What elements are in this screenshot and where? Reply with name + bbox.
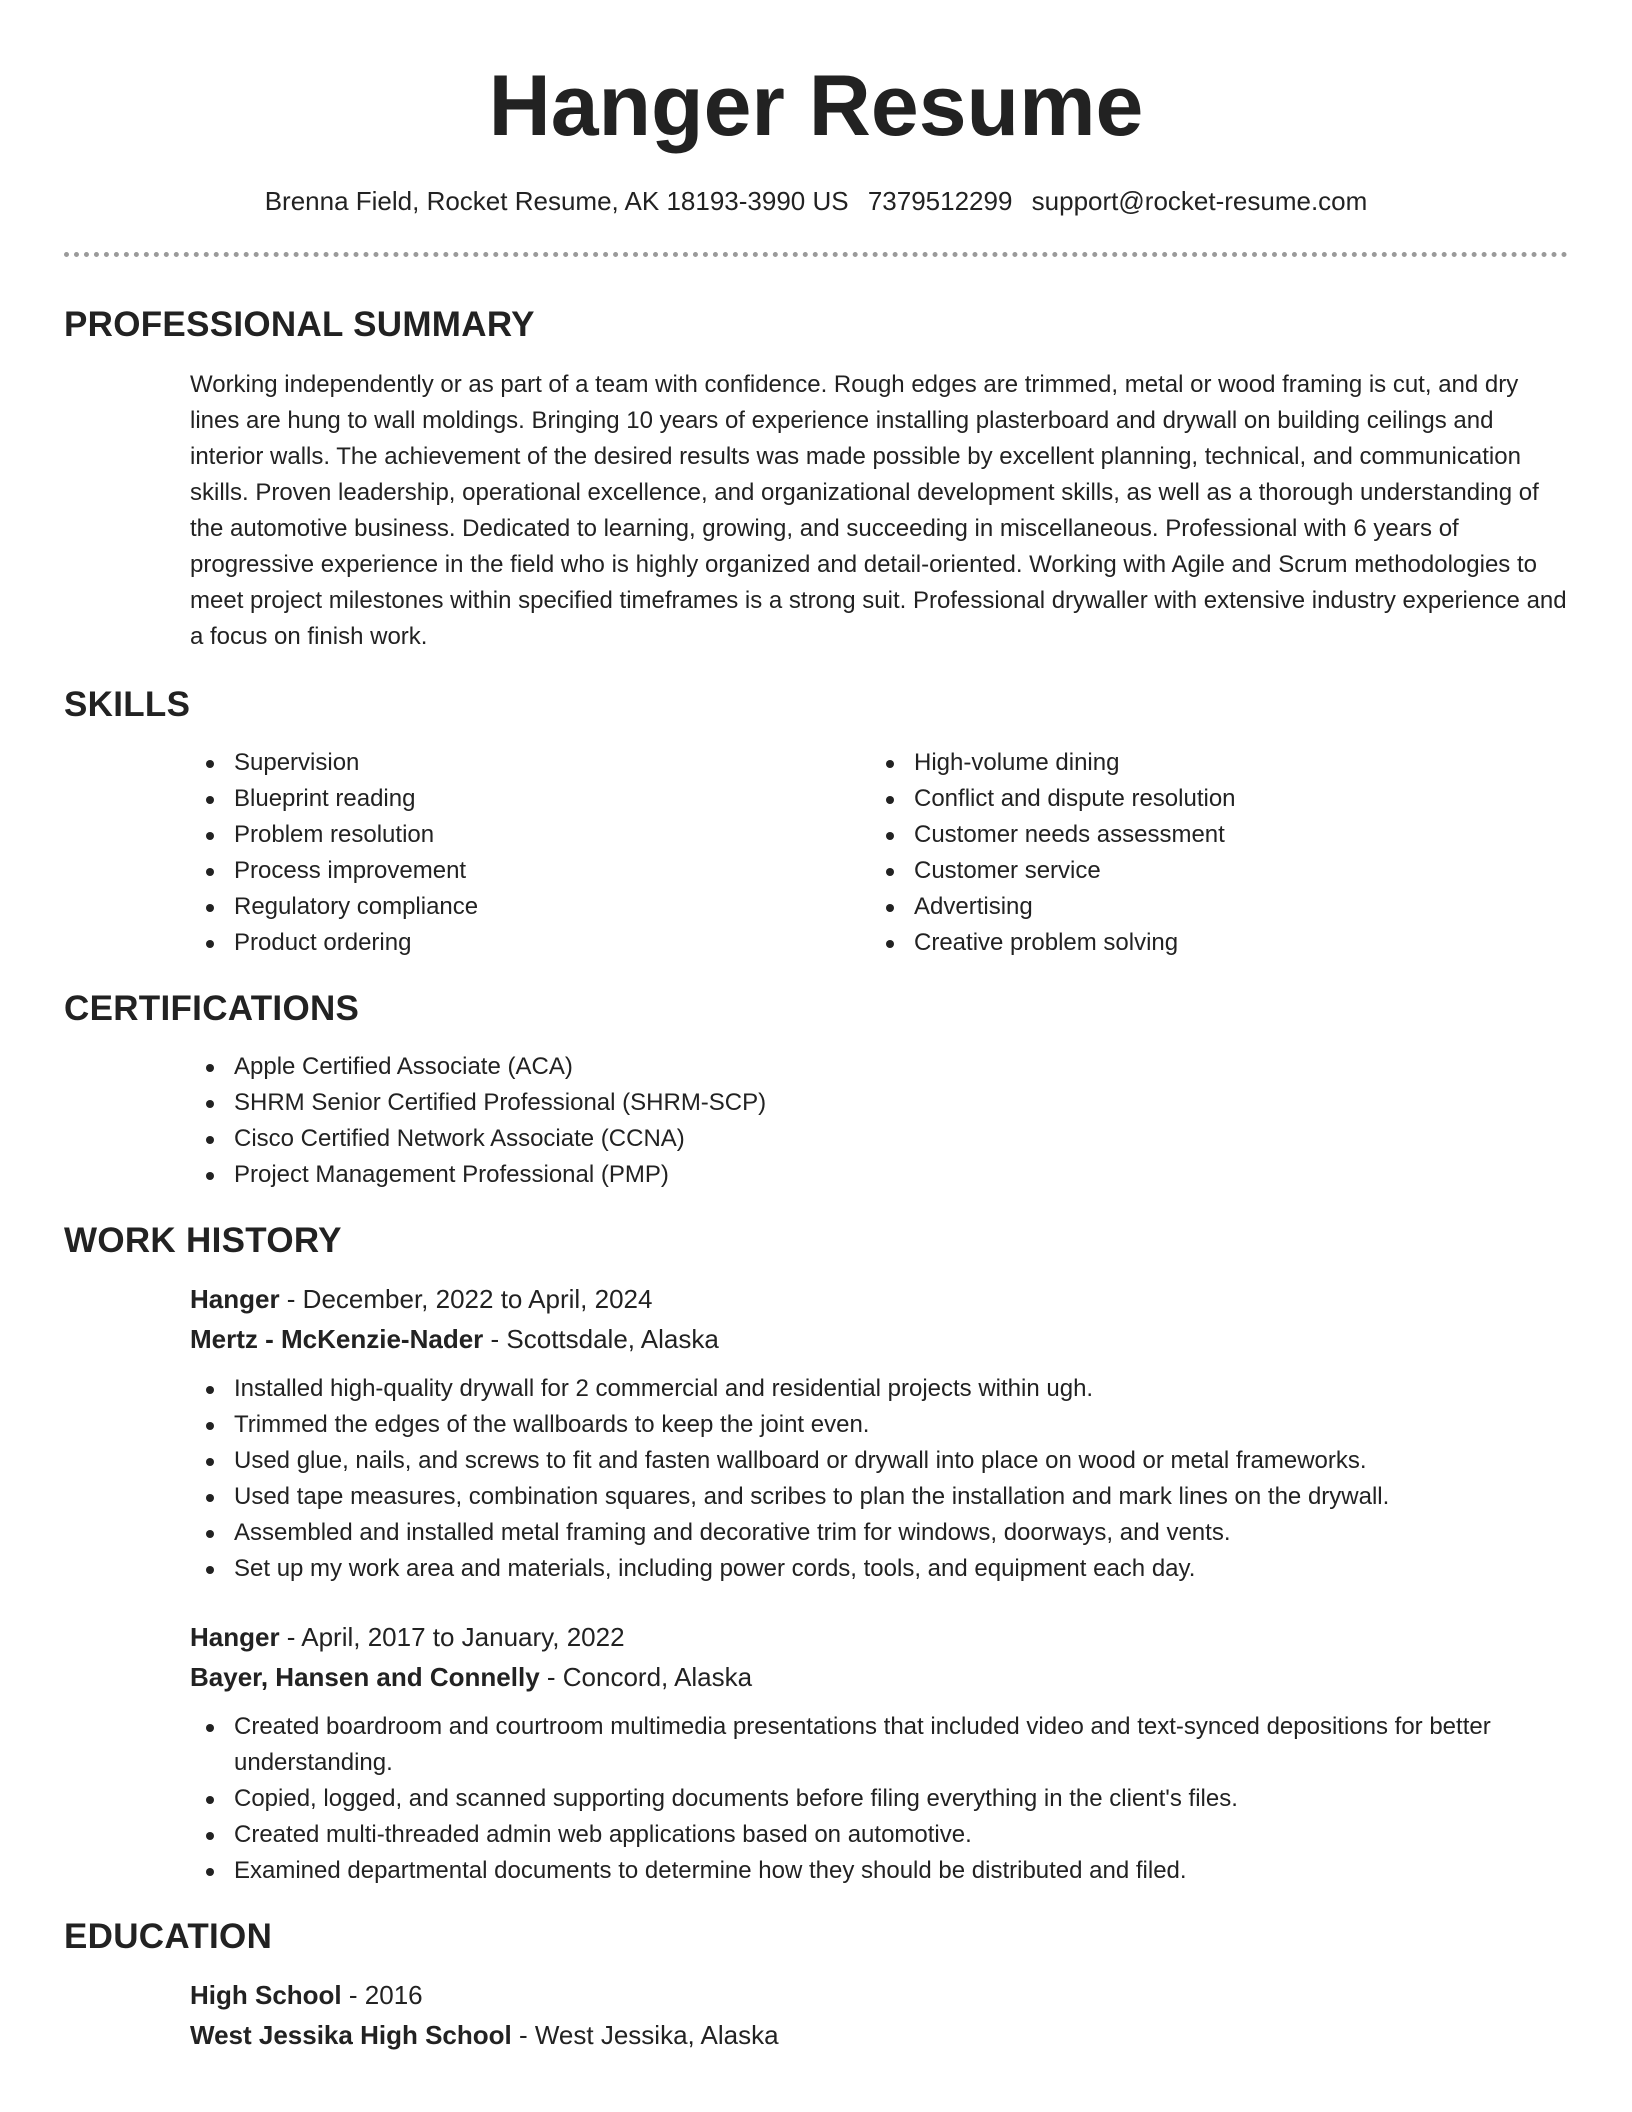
contact-address: Brenna Field, Rocket Resume, AK 18193-3990 US bbox=[264, 186, 849, 216]
job-bullet: Created multi-threaded admin web applications based on automotive. bbox=[190, 1817, 1568, 1853]
job-bullet: Examined departmental documents to determine how they should be distributed and filed. bbox=[190, 1853, 1568, 1889]
job-title-line bbox=[190, 1617, 1568, 1657]
job-location: - Concord, Alaska bbox=[539, 1662, 753, 1692]
skill-item: Customer needs assessment bbox=[870, 817, 1550, 853]
skills-heading: SKILLS bbox=[64, 685, 191, 724]
education-school: West Jessika High School bbox=[190, 2020, 512, 2050]
header-divider bbox=[64, 252, 1568, 257]
education-location: - West Jessika, Alaska bbox=[511, 2020, 779, 2050]
education-heading: EDUCATION bbox=[64, 1917, 273, 1956]
certifications-section bbox=[64, 987, 1568, 1193]
job-bullet: Copied, logged, and scanned supporting documents before filing everything in the client's files. bbox=[190, 1781, 1568, 1817]
skill-item: Creative problem solving bbox=[870, 925, 1550, 961]
summary-heading: PROFESSIONAL SUMMARY bbox=[64, 305, 535, 344]
certification-item: Project Management Professional (PMP) bbox=[190, 1157, 1568, 1193]
education-degree: High School bbox=[190, 1980, 342, 2010]
work-heading: WORK HISTORY bbox=[64, 1221, 342, 1260]
job-bullets bbox=[190, 1371, 1568, 1587]
skills-list-right bbox=[870, 745, 1550, 961]
contact-phone: 7379512299 bbox=[867, 186, 1013, 216]
certification-item: SHRM Senior Certified Professional (SHRM-SCP) bbox=[190, 1085, 1568, 1121]
skill-item: Problem resolution bbox=[190, 817, 870, 853]
job-title: Hanger bbox=[190, 1622, 280, 1652]
job-company-line bbox=[190, 1319, 1568, 1359]
job-entry bbox=[190, 1279, 1568, 1587]
skill-item: Regulatory compliance bbox=[190, 889, 870, 925]
work-section bbox=[64, 1219, 1568, 1889]
skill-item: Conflict and dispute resolution bbox=[870, 781, 1550, 817]
job-bullet: Created boardroom and courtroom multimedia presentations that included video and text-synced depositions for better understanding. bbox=[190, 1709, 1568, 1781]
job-company-line bbox=[190, 1657, 1568, 1697]
certifications-heading: CERTIFICATIONS bbox=[64, 989, 360, 1028]
skill-item: Advertising bbox=[870, 889, 1550, 925]
resume-title: Hanger Resume bbox=[488, 58, 1144, 154]
job-title-line bbox=[190, 1279, 1568, 1319]
job-dates: - April, 2017 to January, 2022 bbox=[279, 1622, 625, 1652]
certification-item: Apple Certified Associate (ACA) bbox=[190, 1049, 1568, 1085]
education-year: - 2016 bbox=[341, 1980, 423, 2010]
education-section bbox=[64, 1915, 1568, 2055]
skill-item: Blueprint reading bbox=[190, 781, 870, 817]
job-entry bbox=[190, 1617, 1568, 1889]
job-bullet: Set up my work area and materials, including power cords, tools, and equipment each day. bbox=[190, 1551, 1568, 1587]
education-school-line bbox=[190, 2015, 1568, 2055]
job-company: Mertz - McKenzie-Nader bbox=[190, 1324, 484, 1354]
job-company: Bayer, Hansen and Connelly bbox=[190, 1662, 540, 1692]
skills-section bbox=[64, 683, 1568, 961]
job-bullet: Used tape measures, combination squares, and scribes to plan the installation and mark lines on the drywall. bbox=[190, 1479, 1568, 1515]
job-bullet: Trimmed the edges of the wallboards to keep the joint even. bbox=[190, 1407, 1568, 1443]
job-title: Hanger bbox=[190, 1284, 280, 1314]
summary-section bbox=[64, 303, 1568, 655]
skill-item: Supervision bbox=[190, 745, 870, 781]
job-bullet: Used glue, nails, and screws to fit and fasten wallboard or drywall into place on wood or metal frameworks. bbox=[190, 1443, 1568, 1479]
education-degree-line bbox=[190, 1975, 1568, 2015]
skill-item: Process improvement bbox=[190, 853, 870, 889]
job-bullet: Installed high-quality drywall for 2 commercial and residential projects within ugh. bbox=[190, 1371, 1568, 1407]
skill-item: Customer service bbox=[870, 853, 1550, 889]
job-bullets bbox=[190, 1709, 1568, 1889]
job-location: - Scottsdale, Alaska bbox=[483, 1324, 719, 1354]
skills-list-left bbox=[190, 745, 870, 961]
job-dates: - December, 2022 to April, 2024 bbox=[279, 1284, 653, 1314]
certifications-list bbox=[190, 1049, 1568, 1193]
summary-text: Working independently or as part of a team with confidence. Rough edges are trimmed, metal or wood framing is cut, and dry lines are hung to wall moldings. Bringing 10 years of experience installing plasterboard and drywall on building ceilings and interior walls. The achievement of the desired results was made possible by excellent planning, technical, and communication skills. Proven leadership, operational excellence, and organizational development skills, as well as a thorough understanding of the automotive business. Dedicated to learning, growing, and succeeding in miscellaneous. Professional with 6 years of progressive experience in the field who is highly organized and detail-oriented. Working with Agile and Scrum methodologies to meet project milestones within specified timeframes is a strong suit. Professional drywaller with extensive industry experience and a focus on finish work. bbox=[190, 371, 1567, 650]
contact-line bbox=[64, 184, 1568, 218]
certification-item: Cisco Certified Network Associate (CCNA) bbox=[190, 1121, 1568, 1157]
skill-item: Product ordering bbox=[190, 925, 870, 961]
skill-item: High-volume dining bbox=[870, 745, 1550, 781]
job-bullet: Assembled and installed metal framing and decorative trim for windows, doorways, and vents. bbox=[190, 1515, 1568, 1551]
contact-email: support@rocket-resume.com bbox=[1031, 186, 1368, 216]
